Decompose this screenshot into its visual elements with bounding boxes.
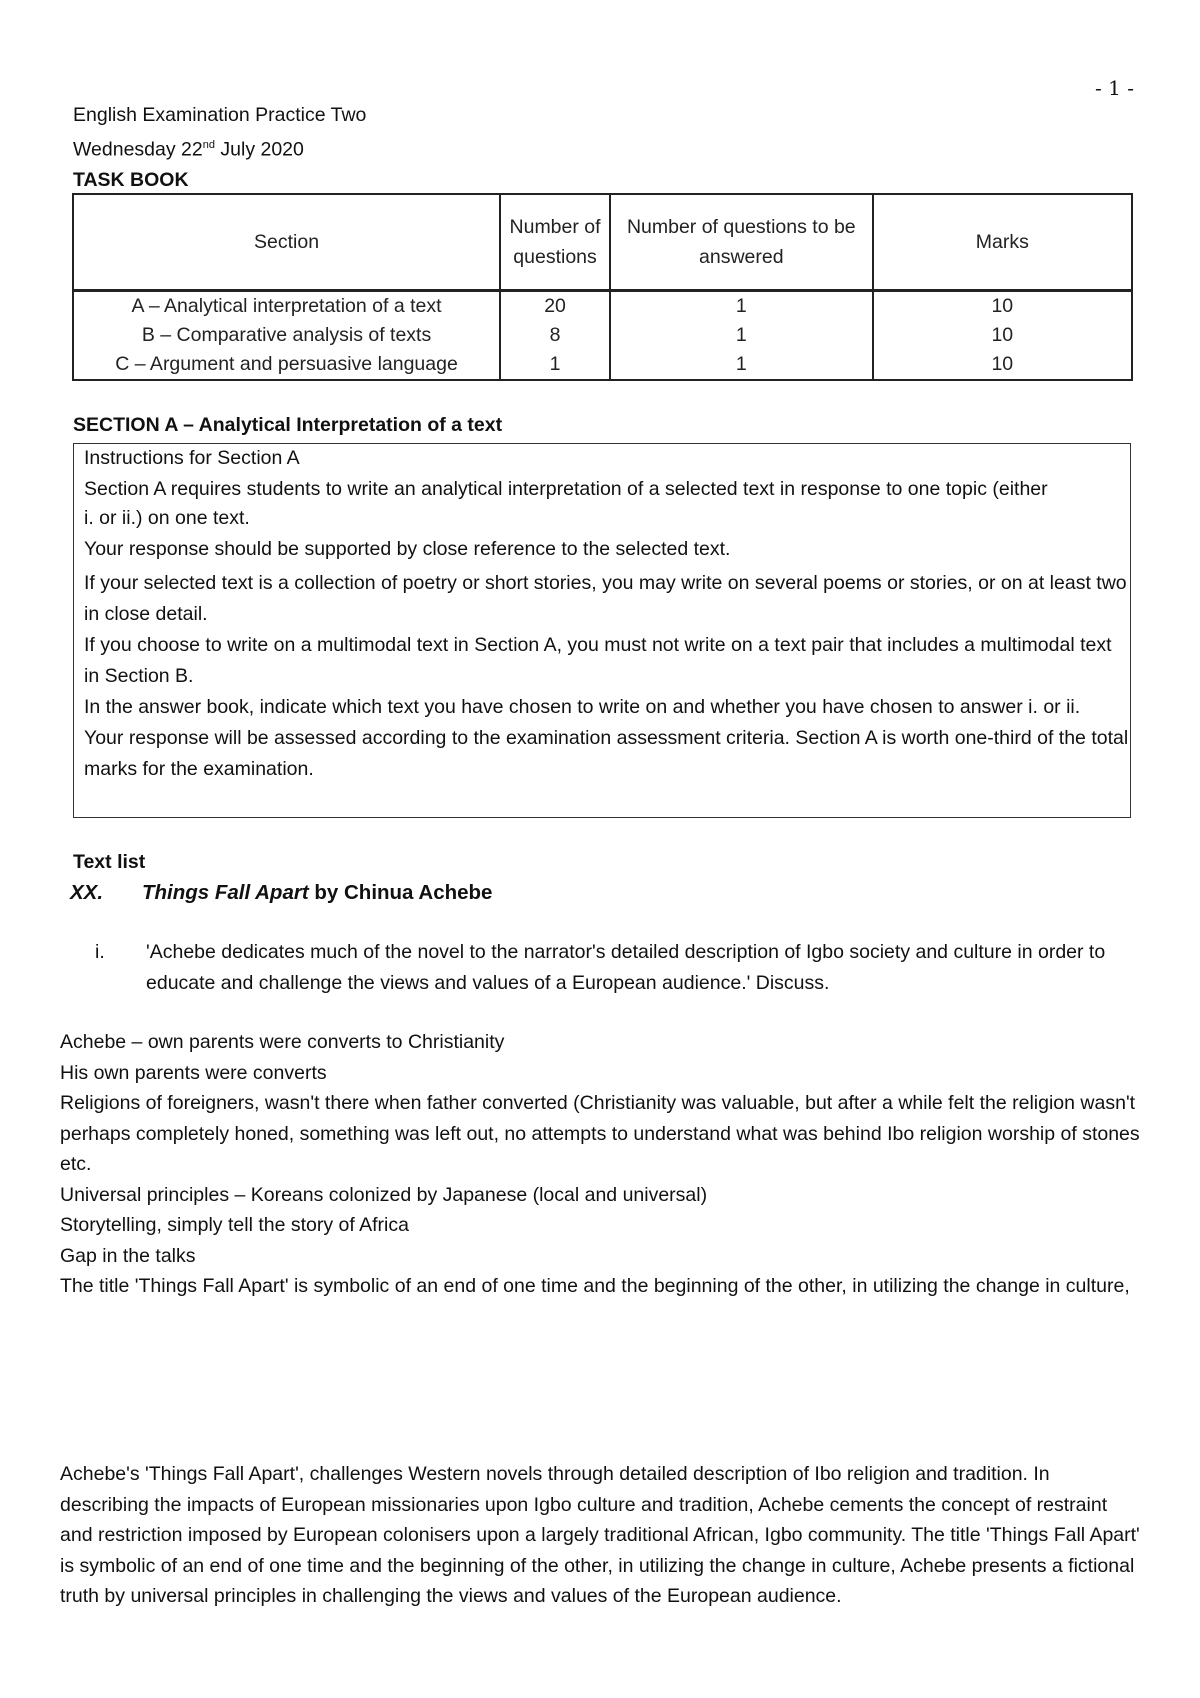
instruction-line: Section A requires students to write an analytical interpretation of a selected text in response to one topic (either (84, 478, 1048, 500)
cell-answered: 1 (610, 350, 873, 380)
instruction-line: Your response should be supported by close reference to the selected text. (84, 538, 731, 560)
note-line: Gap in the talks (60, 1244, 196, 1267)
header-marks: Marks (873, 194, 1132, 291)
book-title: Things Fall Apart (142, 881, 309, 904)
table-row (73, 321, 1132, 350)
cell-answered: 1 (610, 291, 873, 322)
note-line: Universal principles – Koreans colonized by Japanese (local and universal) (60, 1183, 708, 1206)
note-line: The title 'Things Fall Apart' is symbolic of an end of one time and the beginning of the other, in utilizing the change in culture, (60, 1275, 1130, 1297)
book-number: XX. (70, 881, 104, 904)
section-a-heading: SECTION A – Analytical Interpretation of a text (73, 414, 503, 436)
note-line: His own parents were converts (60, 1061, 327, 1084)
exam-date: Wednesday 22nd July 2020 (73, 138, 304, 161)
table-row (73, 291, 1132, 322)
cell-marks: 10 (873, 321, 1132, 350)
question-number: i. (95, 941, 105, 963)
header-questions-to-answer: Number of questions to be answered (610, 194, 873, 291)
cell-marks: 10 (873, 350, 1132, 380)
task-book-label: TASK BOOK (73, 168, 189, 191)
cell-section: C – Argument and persuasive language (73, 350, 500, 380)
section-summary-table (72, 193, 1133, 381)
instructions-box (73, 443, 1131, 818)
note-line: Achebe – own parents were converts to Christianity (60, 1031, 505, 1053)
essay-paragraph: Achebe's 'Things Fall Apart', challenges Western novels through detailed description of Ibo religion and tradition. In describing the impacts of European missionaries upon Igbo culture and tradition, Achebe cements the concept of restraint and restriction imposed by European colonisers upon a largely traditional African, Igbo community. The title 'Things Fall Apart' is symbolic of an end of one time and the beginning of the other, in utilizing the change in culture, Achebe presents a fictional truth by universal principles in challenging the views and values of the European audience. (60, 1463, 1140, 1607)
book-entry (70, 881, 492, 905)
note-line: Storytelling, simply tell the story of Africa (60, 1214, 409, 1236)
instruction-line: Instructions for Section A (84, 447, 300, 469)
instruction-line: In the answer book, indicate which text you have chosen to write on and whether you have chosen to answer i. or ii. (84, 696, 1081, 718)
cell-marks: 10 (873, 291, 1132, 322)
exam-title: English Examination Practice Two (73, 104, 367, 126)
cell-section: A – Analytical interpretation of a text (73, 291, 500, 322)
essay-question (95, 937, 1125, 999)
instruction-line: If your selected text is a collection of poetry or short stories, you may write on several poems or stories, or on at least two in close detail. (84, 572, 1127, 625)
instruction-line: Your response will be assessed according to the examination assessment criteria. Section A is worth one-third of the total marks for the examination. (84, 727, 1129, 780)
notes-list (60, 1027, 1140, 1302)
question-text: 'Achebe dedicates much of the novel to the narrator's detailed description of Igbo society and culture in order to educate and challenge the views and values of a European audience.' Discuss. (146, 941, 1106, 994)
cell-answered: 1 (610, 321, 873, 350)
document-header (73, 100, 366, 195)
note-line: Religions of foreigners, wasn't there when father converted (Christianity was valuable, but after a while felt the religion wasn't perhaps completely honed, something was left out, no attempts to understand what was behind Ibo religion worship of stones etc. (60, 1092, 1140, 1175)
cell-questions: 20 (500, 291, 610, 322)
instruction-line: If you choose to write on a multimodal text in Section A, you must not write on a text pair that includes a multimodal text in Section B. (84, 634, 1112, 687)
page-number: - 1 - (1095, 76, 1134, 100)
cell-section: B – Comparative analysis of texts (73, 321, 500, 350)
instruction-line: i. or ii.) on one text. (84, 507, 250, 529)
text-list-heading: Text list (73, 851, 146, 873)
table-row (73, 350, 1132, 380)
cell-questions: 1 (500, 350, 610, 380)
header-section: Section (73, 194, 500, 291)
table-header-row (73, 194, 1132, 291)
header-number-of-questions: Number of questions (500, 194, 610, 291)
cell-questions: 8 (500, 321, 610, 350)
book-author: by Chinua Achebe (308, 881, 493, 904)
